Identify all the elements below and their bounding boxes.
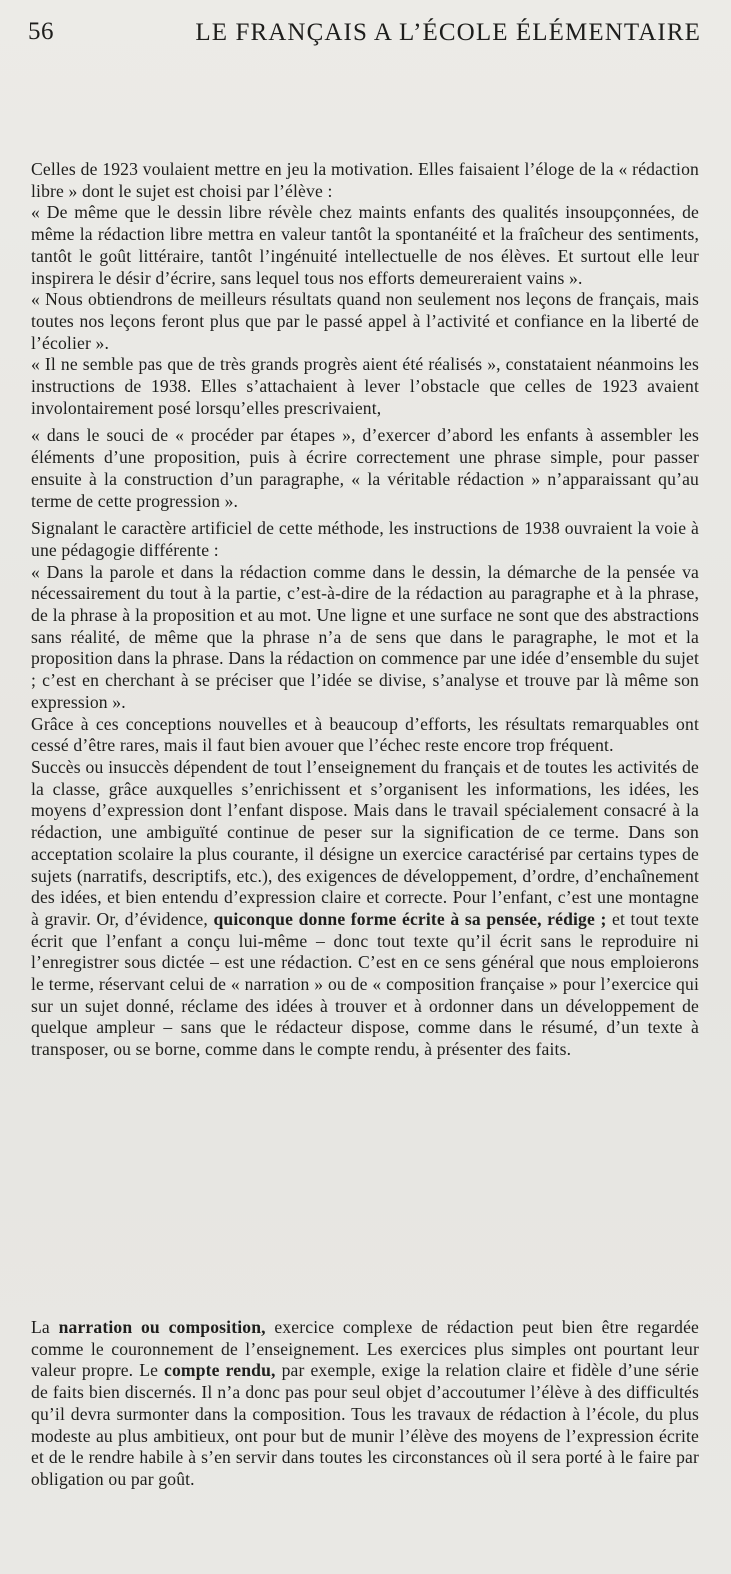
paragraph-5-emphasis: quiconque donne forme écrite à sa pensée, rédige ; [213, 908, 607, 929]
paragraph-2: « Il ne semble pas que de très grands progrès aient été réalisés », constataient néanmoins les instructions de 1938. Elles s’attachaient à lever l’obstacle que celles de 1923 avaient involontairement posé lorsqu’elles prescrivaient, [31, 354, 699, 418]
quotation-4: « Dans la parole et dans la rédaction comme dans le dessin, la démarche de la pensée va nécessairement du tout à la partie, c’est-à-dire de la rédaction au paragraphe et à la phrase, de la phrase à la proposition et au mot. Une ligne et une surface ne sont que des abstractions sans réalité, de même que la phrase n’a de sens que dans le paragraphe, le mot et la proposition dans la phrase. Dans la rédaction on commence par une idée d’ensemble du sujet ; c’est en cherchant à se préciser que l’idée se divise, s’analyse et trouve par là même son expression ». [31, 561, 699, 712]
paragraph-3: Signalant le caractère artificiel de cette méthode, les instructions de 1938 ouvraient la voie à une pédagogie différente : [31, 518, 699, 560]
quotation-3: « dans le souci de « procéder par étapes », d’exercer d’abord les enfants à assembler les éléments d’une proposition, puis à écrire correctement une phrase simple, pour passer ensuite à la construction d’un paragraphe, « la véritable rédaction » n’apparaissant qu’au terme de cette progression ». [31, 425, 699, 511]
paragraph-5 [31, 757, 699, 1061]
paragraph-5-text-a: Succès ou insuccès dépendent de tout l’enseignement du français et de toutes les activités de la classe, grâce auxquelles s’enrichissent et s’organisent les informations, les idées, les moyens d’expression dont l’enfant dispose. Mais dans le travail spécialement consacré à la rédaction, une ambiguïté continue de peser sur la signification de ce terme. Dans son acceptation scolaire la plus courante, il désigne un exercice caractérisé par certains types de sujets (narratifs, descriptifs, etc.), des exigences de développement, d’ordre, d’enchaînement des idées, et bien entendu d’expression claire et correcte. Pour l’enfant, c’est une montagne à gravir. Or, d’évidence, [31, 756, 699, 929]
quotation-1: « De même que le dessin libre révèle chez maints enfants des qualités insoupçonnées, de même la rédaction libre mettra en valeur tantôt la spontanéité et la fraîcheur des sentiments, tantôt le goût littéraire, tantôt l’ingénuité intellectuelle de nos élèves. Et surtout elle leur inspirera le désir d’écrire, sans lequel tous nos efforts demeureraient vains ». [31, 202, 699, 288]
page-number: 56 [28, 18, 54, 45]
paragraph-6-text-b: exercice complexe de rédaction peut bien être regardée comme le couronnement de l’enseignement. Les exercices plus simples ont pourtant leur valeur propre. Le [31, 1317, 700, 1381]
body-text-closing [31, 1317, 699, 1491]
paragraph-5-text-b: et tout texte écrit que l’enfant a conçu lui-même – donc tout texte qu’il écrit sans le reproduire ni l’enregistrer sous dictée – est une rédaction. C’est en ce sens général que nous emploierons le terme, réservant celui de « narration » ou de « composition française » pour l’exercice qui sur un sujet donné, réclame des idées à trouver et à ordonner dans un développement de quelque ampleur – sans que le rédacteur dispose, comme dans le résumé, d’un texte à transposer, ou se borne, comme dans le compte rendu, à présenter des faits. [31, 908, 699, 1060]
running-title: LE FRANÇAIS A L’ÉCOLE ÉLÉMENTAIRE [195, 19, 701, 46]
paragraph-6-emphasis-1: narration ou composition, [58, 1317, 266, 1337]
paragraph-6-text-c: par exemple, exige la relation claire et fidèle d’une série de faits bien discernés. Il n’a donc pas pour seul objet d’accoutumer l’élève à des difficultés qu’il devra surmonter dans la composition. Tous les travaux de rédaction à l’école, du plus modeste au plus ambitieux, ont pour but de munir l’élève des moyens de l’expression écrite et de le rendre habile à s’en servir dans toutes les circonstances où il sera porté à le faire par obligation ou par goût. [31, 1360, 699, 1489]
running-head [28, 18, 701, 52]
paragraph-6-text-a: La [31, 1317, 59, 1337]
body-text-main [31, 159, 699, 1061]
paragraph-4: Grâce à ces conceptions nouvelles et à beaucoup d’efforts, les résultats remarquables ont cessé d’être rares, mais il faut bien avouer que l’échec reste encore trop fréquent. [31, 713, 699, 756]
paragraph-1: Celles de 1923 voulaient mettre en jeu la motivation. Elles faisaient l’éloge de la « rédaction libre » dont le sujet est choisi par l’élève : [31, 159, 699, 201]
paragraph-6 [31, 1317, 699, 1491]
paragraph-6-emphasis-2: compte rendu, [164, 1360, 276, 1381]
quotation-2: « Nous obtiendrons de meilleurs résultats quand non seulement nos leçons de français, mais toutes nos leçons feront plus que par le passé appel à l’activité et confiance en la liberté de l’écolier ». [31, 289, 699, 353]
